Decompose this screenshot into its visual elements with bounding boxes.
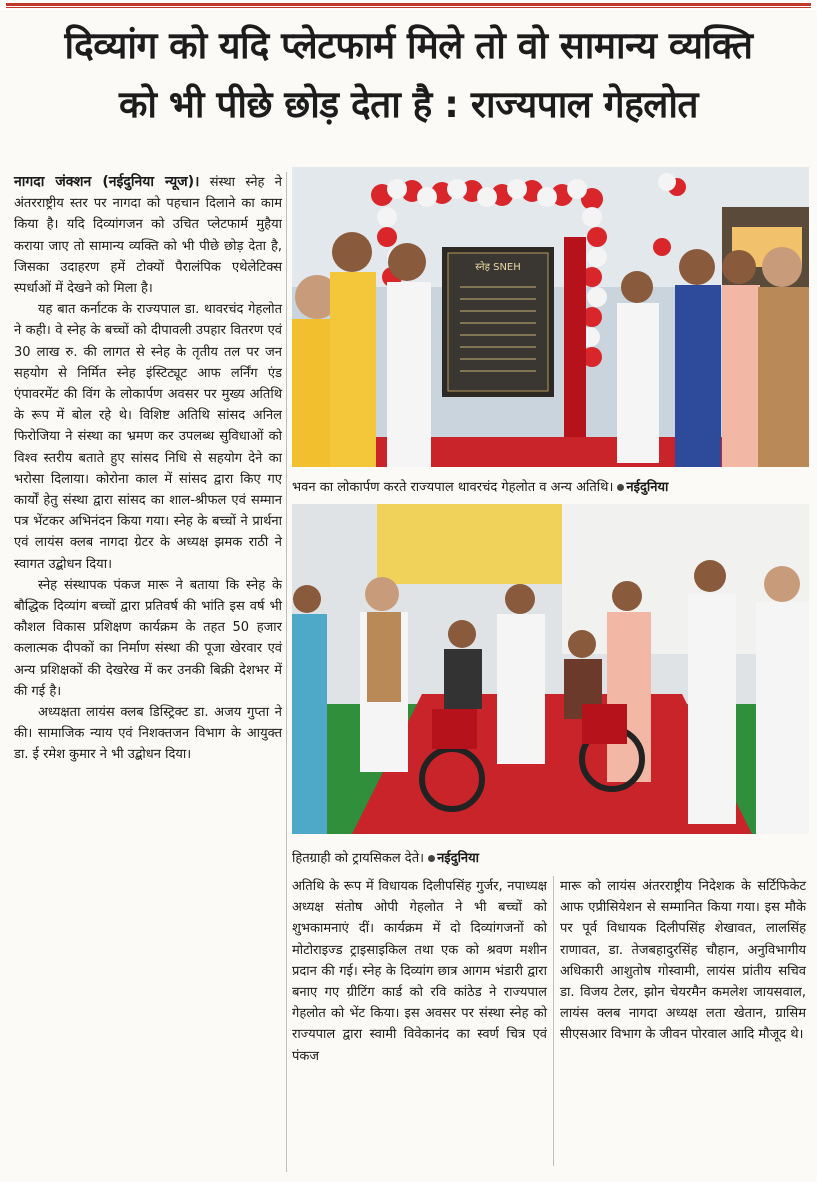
credit: नईदुनिया <box>437 851 480 866</box>
photo-1-caption <box>292 479 668 497</box>
article-column-3 <box>560 876 806 1046</box>
paragraph-4: अध्यक्षता लायंस क्लब डिस्ट्रिक्ट डा. अजय गुप्ता ने की। सामाजिक न्याय एवं निशक्तजन विभाग के आयुक्त डा. ई रमेश कुमार ने भी उद्बोधन दिया। <box>14 705 282 763</box>
plaque-title: स्नेह SNEH <box>475 262 521 273</box>
paragraph-6: मारू को लायंस अंतरराष्ट्रीय निदेशक के सर्टिफिकेट आफ एप्रीसियेशन से सम्मानित किया गया। इस मौके पर पूर्व विधायक दिलीपसिंह शेखावत, लालसिंह राणावत, डा. तेजबहादुरसिंह चौहान, अनुविभागीय अधिकारी आशुतोष गोस्वामी, लायंस प्रांतीय सचिव डा. विजय टेलर, झोन चेयरमैन कमलेश जायसवाल, लायंस क्लब नागदा अध्यक्ष लता खेतान, ग्रासिम सीएसआर विभाग के जीवन पोरवाल आदि मौजूद थे। <box>560 879 806 1043</box>
photo-inauguration <box>292 167 809 467</box>
credit: नईदुनिया <box>626 480 669 495</box>
paragraph-1: संस्था स्नेह ने अंतरराष्ट्रीय स्तर पर नागदा को पहचान दिलाने का काम किया है। यदि दिव्यांगजन को उचित प्लेटफार्म मुहैया कराया जाए तो सामान्य व्यक्ति को भी पीछे छोड़ देता है, जिसका उदाहरण हमें टोक्यों पैरालंपिक एथेलेटिक्स स्पर्धाओं में देखने को मिला है। <box>14 175 282 297</box>
bullet-icon <box>617 484 624 491</box>
article-column-2 <box>292 876 547 1067</box>
article-column-1 <box>14 172 282 766</box>
column-divider <box>553 876 554 1166</box>
tricycle-illustration <box>292 504 809 834</box>
dateline: नागदा जंक्शन (नईदुनिया न्यूज)। <box>14 174 200 190</box>
headline-line-2: को भी पीछे छोड़ देता है : राज्यपाल गेहलोत <box>118 83 699 126</box>
photo-tricycle <box>292 504 809 834</box>
paragraph-5: अतिथि के रूप में विधायक दिलीपसिंह गुर्जर, नपाध्यक्ष अध्यक्ष संतोष ओपी गेहलोत ने भी बच्चों को शुभकामनाएं दीं। कार्यक्रम में दो दिव्यांगजनों को मोटोराइज्ड ट्राइसाइकिल तथा एक को श्रवण मशीन प्रदान की गई। स्नेह के दिव्यांग छात्र आगम भंडारी द्वारा बनाए गए ग्रीटिंग कार्ड को रवि कांठेड ने राज्यपाल गेहलोत को भेंट किया। इस अवसर पर संस्था स्नेह को राज्यपाल द्वारा स्वामी विवेकानंद का स्वर्ण चित्र एवं पंकज <box>292 879 547 1064</box>
headline-line-1: दिव्यांग को यदि प्लेटफार्म मिले तो वो सामान्य व्यक्ति <box>64 24 753 67</box>
caption-text: भवन का लोकार्पण करते राज्यपाल थावरचंद गेहलोत व अन्य अतिथि। <box>292 480 614 495</box>
paragraph-3: स्नेह संस्थापक पंकज मारू ने बताया कि स्नेह के बौद्धिक दिव्यांग बच्चों द्वारा प्रतिवर्ष की भांति इस वर्ष भी कौशल विकास प्रशिक्षण कार्यक्रम के तहत 50 हजार कलात्मक दीपकों का निर्माण संस्था की पूजा खेरवार एवं अन्य प्रशिक्षकों की देखरेख में कर उनकी बिक्री देशभर में की गई है। <box>14 577 282 699</box>
headline <box>0 16 817 134</box>
column-divider <box>286 172 287 1172</box>
photo-2-caption <box>292 850 479 868</box>
paragraph-2: यह बात कर्नाटक के राज्यपाल डा. थावरचंद गेहलोत ने कही। वे स्नेह के बच्चों को दीपावली उपहार वितरण एवं 30 लाख रु. की लागत से स्नेह के तृतीय तल पर जन सहयोग से निर्मित स्नेह इंस्टिट्यूट आफ लर्निंग एंड एंपावरमेंट की विंग के लोकार्पण अवसर पर मुख्य अतिथि के रूप में बोल रहे थे। विशिष्ट अतिथि सांसद अनिल फिरोजिया ने संस्था का भ्रमण कर उपलब्ध सुविधाओं को विश्व स्तरीय बताते हुए सांसद निधि से सहयोग देने का भरोसा दिलाया। कोरोना काल में सांसद द्वारा किए गए कार्यों हेतु संस्था द्वारा सांसद का शाल-श्रीफल एवं सम्मान पत्र भेंटकर अभिनंदन किया गया। स्नेह के बच्चों ने प्रार्थना एवं लायंस क्लब नागदा ग्रेटर के अध्यक्ष झमक राठी ने स्वागत उद्बोधन दिया। <box>14 302 282 572</box>
inauguration-illustration <box>292 167 809 467</box>
caption-text: हितग्राही को ट्रायसिकल देते। <box>292 851 425 866</box>
bullet-icon <box>428 855 435 862</box>
top-rule <box>0 0 817 10</box>
